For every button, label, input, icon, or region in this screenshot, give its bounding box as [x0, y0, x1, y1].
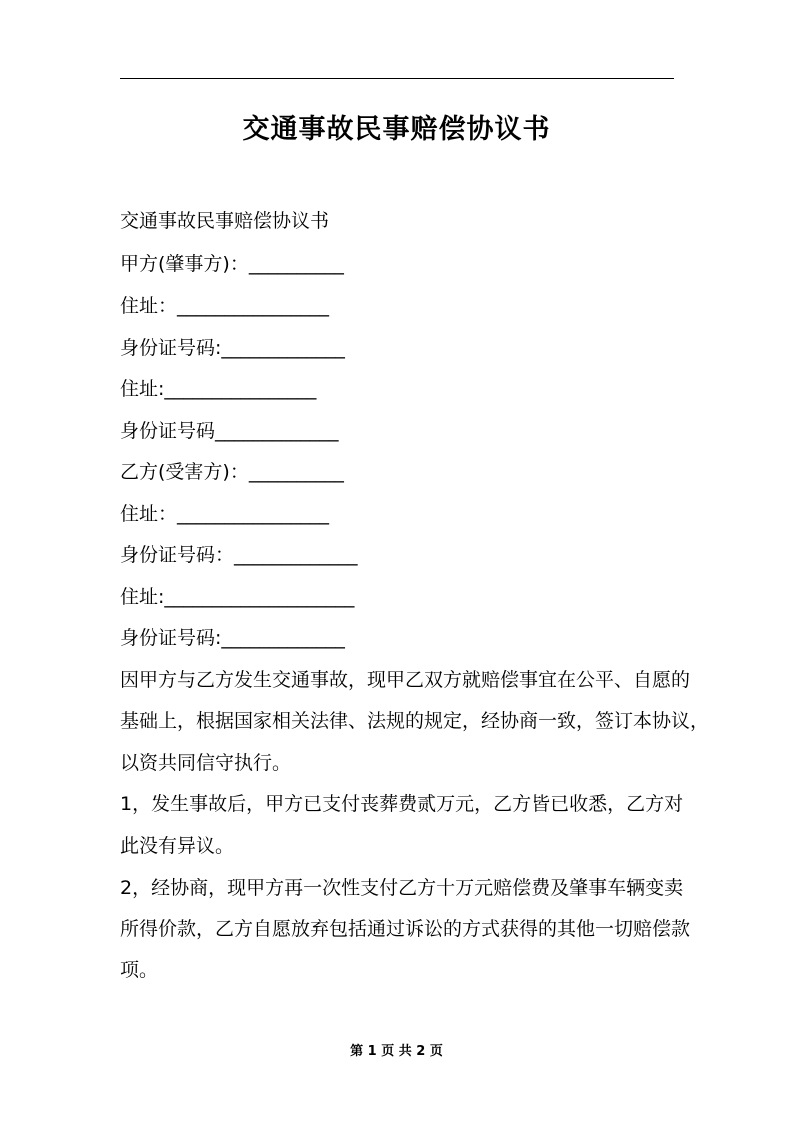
preamble-line-1: 因甲方与乙方发生交通事故，现甲乙双方就赔偿事宜在公平、自愿的: [120, 669, 691, 691]
party-a-address-field: 住址：________________: [120, 295, 330, 317]
body-line-heading: 交通事故民事赔偿协议书: [120, 210, 330, 232]
party-a-id-field: 身份证号码:_____________: [120, 337, 345, 359]
page-number-footer: 第 1 页 共 2 页: [350, 1044, 443, 1059]
party-b-id-field-2: 身份证号码:_____________: [120, 627, 345, 649]
clause-1-line-1: 1，发生事故后，甲方已支付丧葬费贰万元，乙方皆已收悉，乙方对: [120, 793, 684, 815]
party-b-address-field-2: 住址:____________________: [120, 586, 355, 608]
party-a-field: 甲方(肇事方)：__________: [120, 253, 344, 275]
party-b-address-field: 住址：________________: [120, 503, 330, 525]
clause-2-line-1: 2，经协商，现甲方再一次性支付乙方十万元赔偿费及肇事车辆变卖: [120, 877, 684, 899]
clause-2-line-3: 项。: [120, 959, 159, 981]
party-b-field: 乙方(受害方)：__________: [120, 461, 344, 483]
party-a-id-field-2: 身份证号码_____________: [120, 420, 339, 442]
clause-2-line-2: 所得价款，乙方自愿放弃包括通过诉讼的方式获得的其他一切赔偿款: [120, 918, 691, 940]
party-b-id-field: 身份证号码：_____________: [120, 544, 358, 566]
preamble-line-3: 以资共同信守执行。: [120, 752, 292, 774]
clause-1-line-2: 此没有异议。: [120, 835, 235, 857]
document-title: 交通事故民事赔偿协议书: [242, 114, 551, 145]
header-rule: [120, 78, 674, 79]
party-a-address-field-2: 住址:________________: [120, 378, 317, 400]
preamble-line-2: 基础上，根据国家相关法律、法规的规定，经协商一致，签订本协议，: [120, 710, 710, 732]
